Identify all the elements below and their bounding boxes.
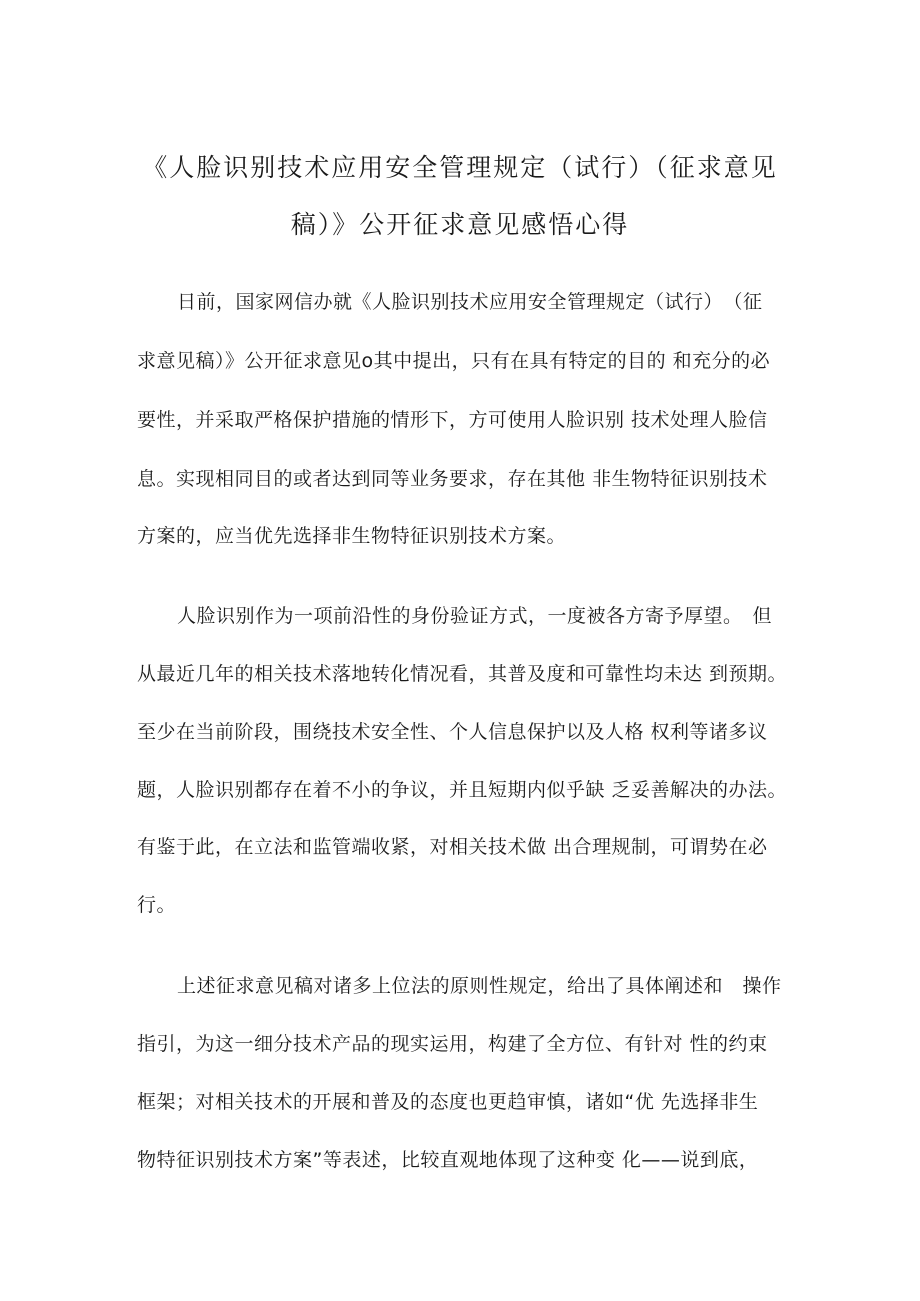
title-line-2: 稿）》公开征求意见感悟心得 [290,210,630,239]
paragraph-line: 从最近几年的相关技术落地转化情况看，其普及度和可靠性均未达 到预期。 [137,663,788,685]
paragraph-line: 至少在当前阶段，围绕技术安全性、个人信息保护以及人格 权利等诸多议 [137,721,768,743]
paragraph-line: 行。 [137,894,177,916]
paragraph-line: 物特征识别技术方案”等表述，比较直观地体现了这种变 化——说到底， [137,1149,759,1171]
paragraph-line: 上述征求意见稿对诸多上位法的原则性规定，给出了具体阐述和 操作 [177,975,782,997]
paragraph-line: 日前，国家网信办就《人脸识别技术应用安全管理规定（试行） （征 [177,291,763,313]
paragraph-line: 人脸识别作为一项前沿性的身份验证方式，一度被各方寄予厚望。 但 [177,605,773,627]
paragraph-line: 求意见稿）》公开征求意见o其中提出，只有在具有特定的目的 和充分的必 [137,350,771,372]
title-line-1: 《人脸识别技术应用安全管理规定（试行）（征求意见 [142,153,778,182]
paragraph-line: 有鉴于此，在立法和监管端收紧，对相关技术做 出合理规制，可谓势在必 [137,836,768,858]
paragraph-line: 要性，并采取严格保护措施的情形下，方可使用人脸识别 技术处理人脸信 [137,409,768,431]
paragraph-line: 方案的，应当优先选择非生物特征识别技术方案。 [137,525,567,547]
paragraph-line: 题，人脸识别都存在着不小的争议，并且短期内似乎缺 乏妥善解决的办法。 [137,779,788,801]
paragraph-line: 息。实现相同目的或者达到同等业务要求，存在其他 非生物特征识别技术 [137,468,768,490]
paragraph-line: 指引，为这一细分技术产品的现实运用，构建了全方位、有针对 性的约束 [137,1033,768,1055]
paragraph-line: 框架；对相关技术的开展和普及的态度也更趋审慎，诸如“优 先选择非生 [137,1091,759,1113]
